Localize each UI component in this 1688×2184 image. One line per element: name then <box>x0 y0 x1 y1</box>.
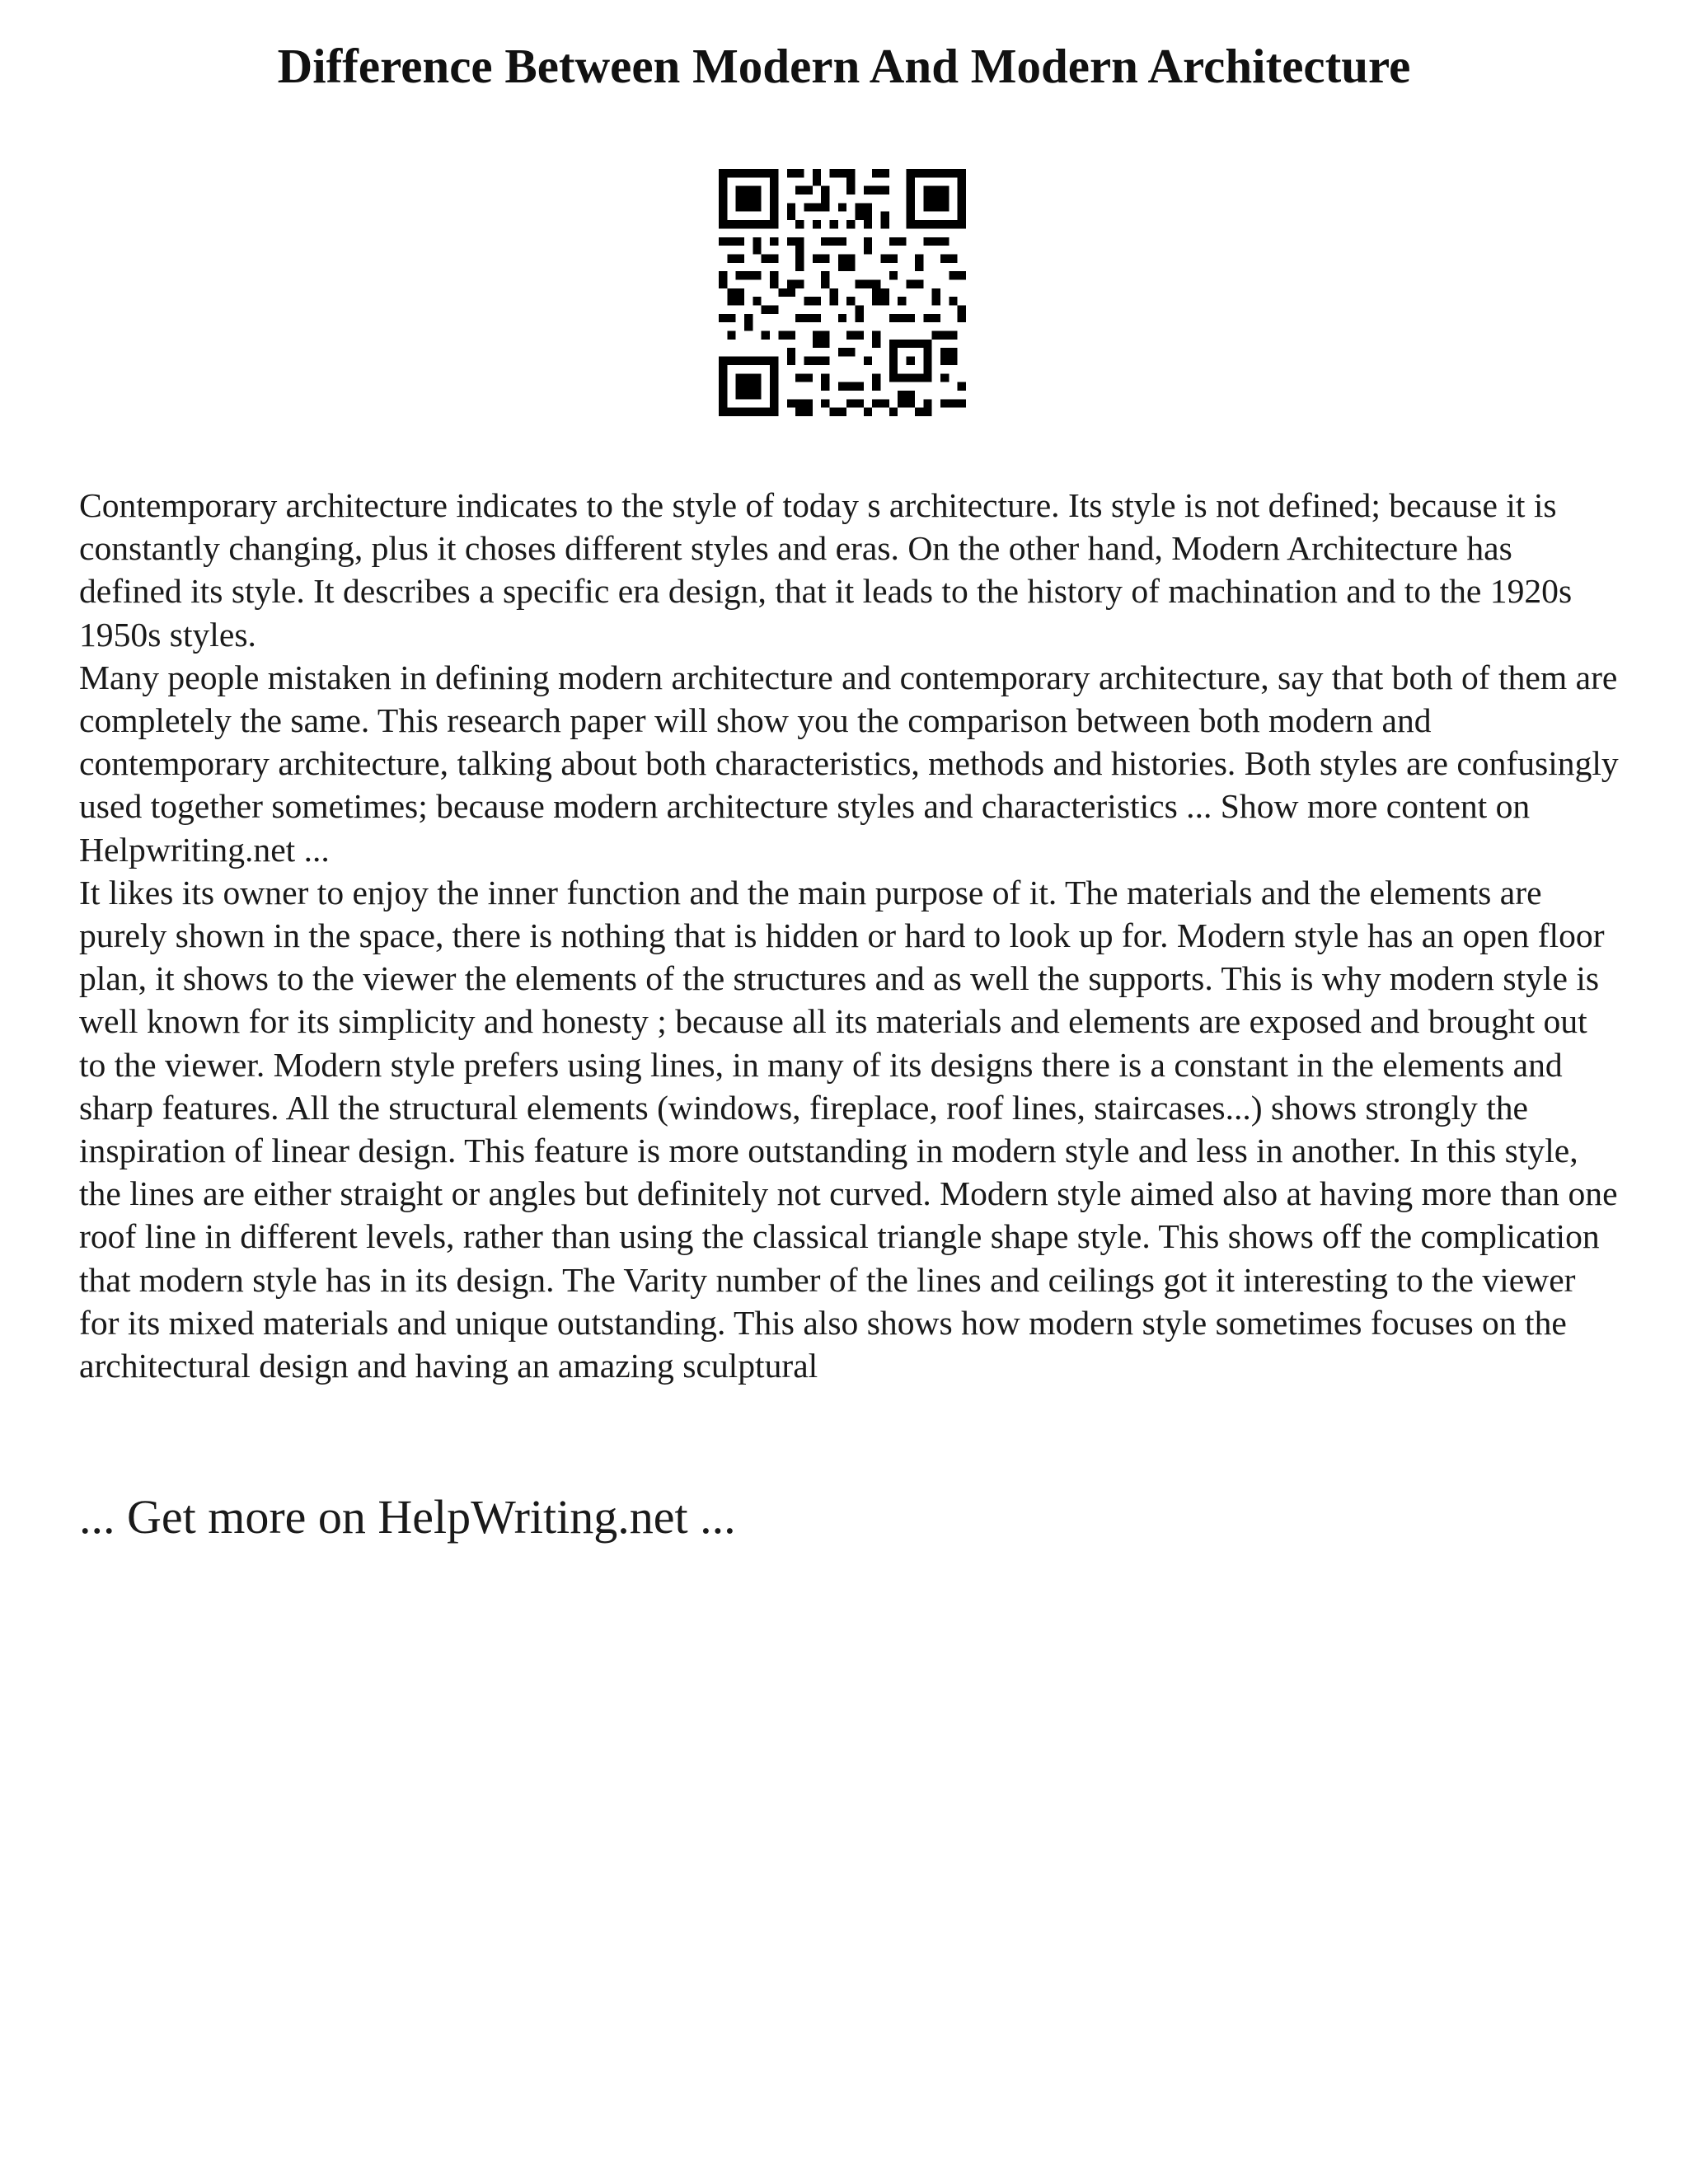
paragraph-comparison: Many people mistaken in defining modern architecture and contemporary architecture, say that both of them are completely the same. This research paper will show you the comparison between both modern and contemporary architecture, talking about both characteristics, methods and histories. Both styles are confusingly used together sometimes; because modern architecture styles and characteristics ... Show more content on Helpwriting.net ... <box>79 658 1619 869</box>
qr-code-icon <box>719 169 966 416</box>
article-body <box>79 484 1620 1387</box>
paragraph-modern-style: It likes its owner to enjoy the inner function and the main purpose of it. The materials and the elements are purely shown in the space, there is nothing that is hidden or hard to look up for. Modern style has an open floor plan, it shows to the viewer the elements of the structures and as well the supports. This is why modern style is well known for its simplicity and honesty ; because all its materials and elements are exposed and brought out to the viewer. Modern style prefers using lines, in many of its designs there is a constant in the elements and sharp features. All the structural elements (windows, fireplace, roof lines, staircases...) shows strongly the inspiration of linear design. This feature is more outstanding in modern style and less in another. In this style, the lines are either straight or angles but definitely not curved. Modern style aimed also at having more than one roof line in different levels, rather than using the classical triangle shape style. This shows off the complication that modern style has in its design. The Varity number of the lines and ceilings got it interesting to the viewer for its mixed materials and unique outstanding. This also shows how modern style sometimes focuses on the architectural design and having an amazing sculptural <box>79 873 1618 1385</box>
paragraph-intro: Contemporary architecture indicates to the style of today s architecture. Its style is not defined; because it is constantly changing, plus it choses different styles and eras. On the other hand, Modern Architecture has defined its style. It describes a specific era design, that it leads to the history of machination and to the 1920s 1950s styles. <box>79 486 1573 654</box>
get-more-link[interactable]: ... Get more on HelpWriting.net ... <box>79 1490 736 1544</box>
page-title: Difference Between Modern And Modern Architecture <box>277 39 1411 93</box>
